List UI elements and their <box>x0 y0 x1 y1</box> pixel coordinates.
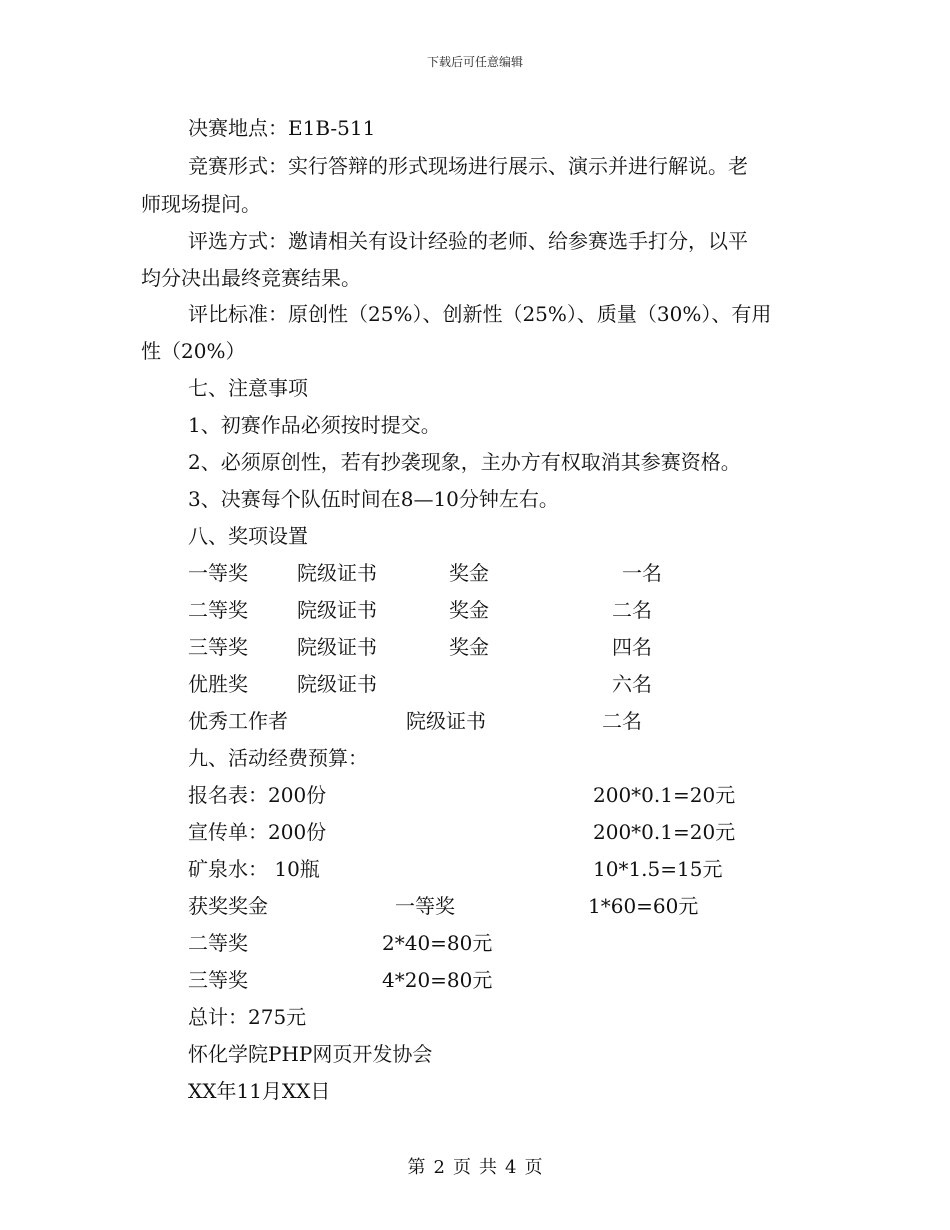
section-8-title: 八、奖项设置 <box>188 524 308 548</box>
prize-first: 一等奖 <box>395 894 455 918</box>
award-count: 六名 <box>612 672 652 696</box>
footer-text: 共 <box>479 1157 497 1178</box>
page-footer <box>0 1153 950 1179</box>
total-pages: 4 <box>505 1157 517 1178</box>
budget-calc: 200*0.1=20元 <box>593 820 736 844</box>
organizer: 怀化学院PHP网页开发协会 <box>188 1042 433 1066</box>
budget-item: 宣传单：200份 <box>188 820 327 844</box>
format-line-2: 师现场提问。 <box>141 192 261 216</box>
award-cert: 院级证书 <box>406 709 486 733</box>
budget-total: 总计：275元 <box>188 1005 307 1029</box>
criteria-line-1: 评比标准：原创性（25%）、创新性（25%）、质量（30%）、有用 <box>188 302 772 326</box>
judging-line-1: 评选方式：邀请相关有设计经验的老师、给参赛选手打分，以平 <box>188 229 748 253</box>
prize-label: 获奖奖金 <box>188 894 268 918</box>
date: XX年11月XX日 <box>188 1079 331 1103</box>
award-name: 优胜奖 <box>188 672 248 696</box>
notice-item: 2、必须原创性，若有抄袭现象，主办方有权取消其参赛资格。 <box>188 450 741 474</box>
judging-line-2: 均分决出最终竞赛结果。 <box>141 266 361 290</box>
award-name: 二等奖 <box>188 598 248 622</box>
footer-text: 页 <box>453 1157 471 1178</box>
award-cert: 院级证书 <box>297 561 377 585</box>
budget-item: 矿泉水： 10瓶 <box>188 857 320 881</box>
award-bonus: 奖金 <box>449 598 489 622</box>
section-7-title: 七、注意事项 <box>188 376 308 400</box>
footer-text: 第 <box>407 1157 426 1178</box>
prize-third: 三等奖 <box>188 968 248 992</box>
budget-calc: 10*1.5=15元 <box>593 857 723 881</box>
award-name: 优秀工作者 <box>188 709 288 733</box>
award-cert: 院级证书 <box>297 672 377 696</box>
section-9-title: 九、活动经费预算： <box>188 746 368 770</box>
notice-item: 1、初赛作品必须按时提交。 <box>188 413 441 437</box>
budget-item: 报名表：200份 <box>188 783 327 807</box>
prize-second: 二等奖 <box>188 931 248 955</box>
venue-line: 决赛地点：E1B-511 <box>188 116 376 140</box>
award-name: 一等奖 <box>188 561 248 585</box>
award-cert: 院级证书 <box>297 635 377 659</box>
award-name: 三等奖 <box>188 635 248 659</box>
notice-item: 3、决赛每个队伍时间在8—10分钟左右。 <box>188 487 559 511</box>
award-bonus: 奖金 <box>449 635 489 659</box>
award-count: 二名 <box>602 709 642 733</box>
prize-second-calc: 2*40=80元 <box>382 931 493 955</box>
award-count: 四名 <box>612 635 652 659</box>
award-count: 一名 <box>622 561 662 585</box>
page-number: 2 <box>433 1157 445 1178</box>
prize-first-calc: 1*60=60元 <box>588 894 699 918</box>
page-header: 下载后可任意编辑 <box>426 55 523 69</box>
budget-calc: 200*0.1=20元 <box>593 783 736 807</box>
award-cert: 院级证书 <box>297 598 377 622</box>
prize-third-calc: 4*20=80元 <box>382 968 493 992</box>
award-bonus: 奖金 <box>449 561 489 585</box>
format-line-1: 竞赛形式：实行答辩的形式现场进行展示、演示并进行解说。老 <box>188 154 748 178</box>
award-count: 二名 <box>612 598 652 622</box>
footer-text: 页 <box>524 1157 543 1178</box>
criteria-line-2: 性（20%） <box>141 339 246 363</box>
